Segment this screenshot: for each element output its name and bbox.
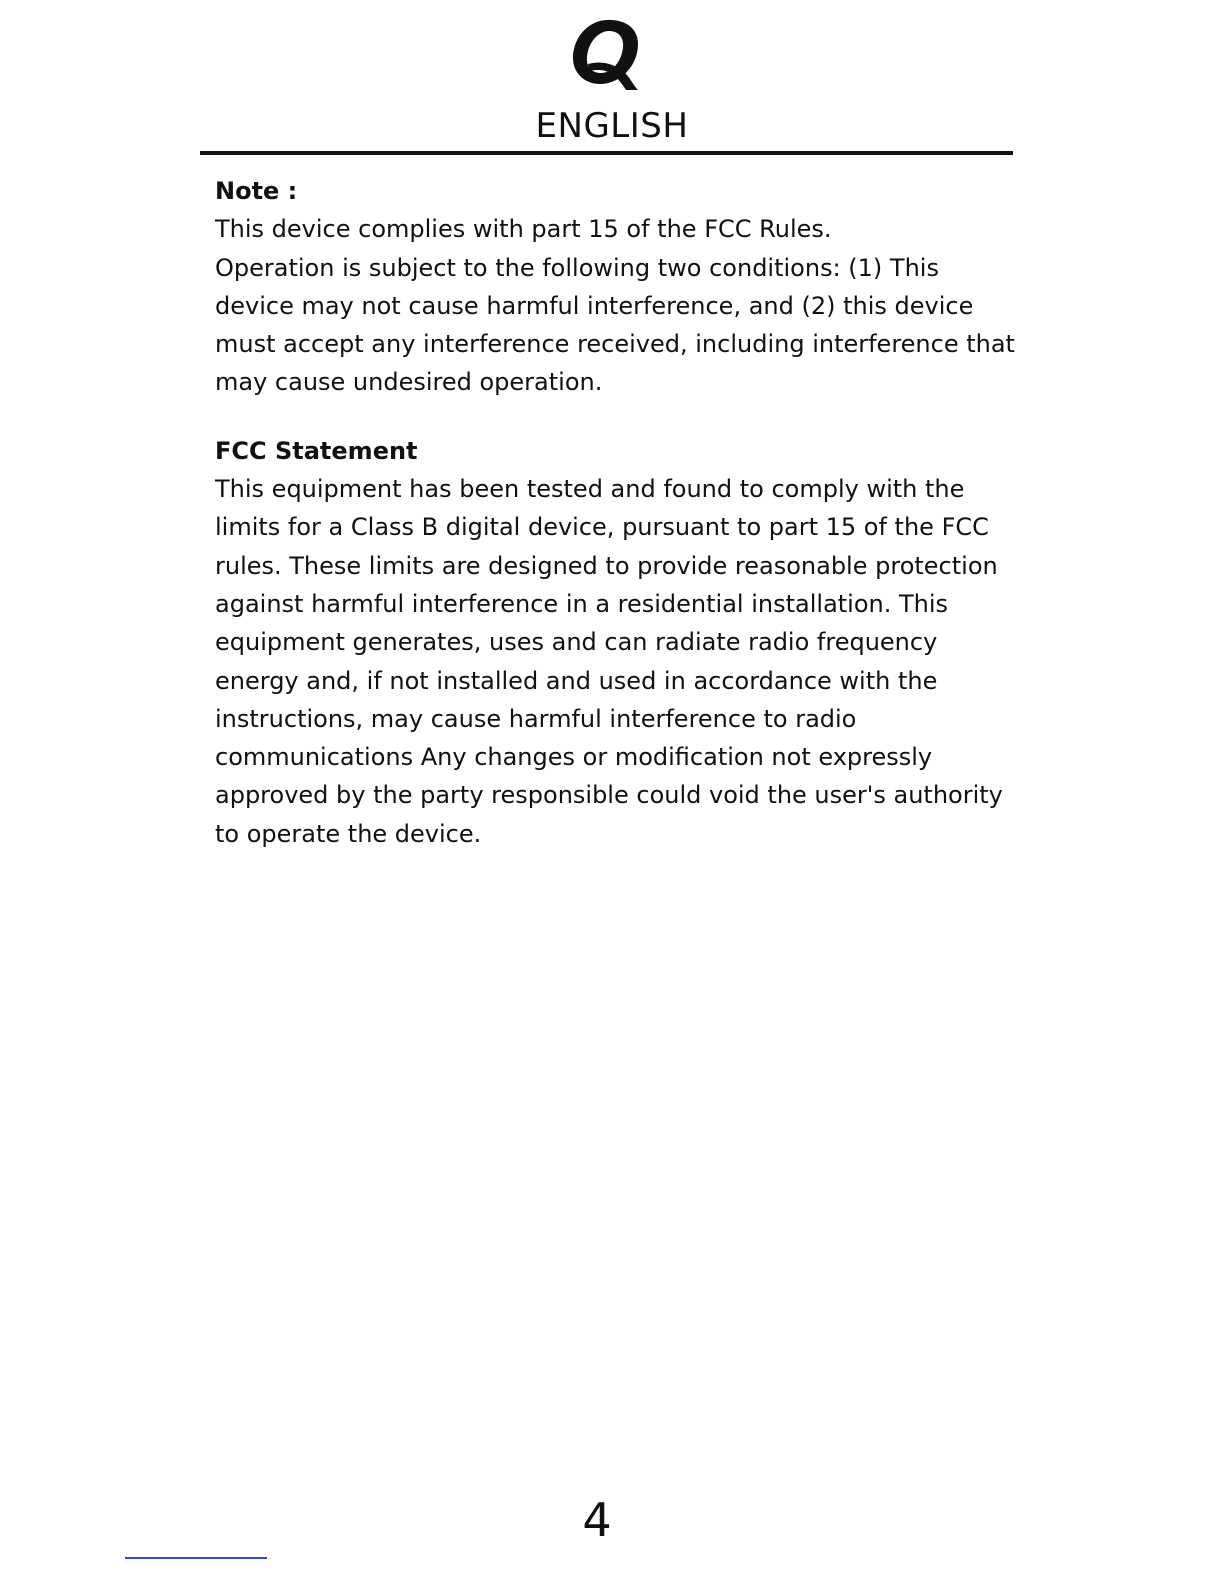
note-conditions-paragraph: Operation is subject to the following two conditions: (1) This device may not cause harmful interference, and (2) this device must accept any interference received, including interference that may cause undesired operation. <box>215 253 1015 397</box>
fcc-statement-heading: FCC Statement <box>215 436 418 465</box>
note-compliance-line: This device complies with part 15 of the FCC Rules. <box>215 215 832 244</box>
page-number: 4 <box>582 1493 612 1547</box>
note-heading: Note : <box>215 177 298 205</box>
header-divider <box>200 151 1013 155</box>
page-header-title: ENGLISH <box>535 106 689 146</box>
section-spacer <box>215 402 1025 432</box>
q-logo-icon <box>568 14 644 90</box>
document-body <box>215 172 1025 853</box>
footer-line <box>125 1557 267 1559</box>
fcc-statement-paragraph: This equipment has been tested and found to comply with the limits for a Class B digital device, pursuant to part 15 of the FCC rules. These limits are designed to provide reasonable protection against harmful interference in a residential installation. This equipment generates, uses and can radiate radio frequency energy and, if not installed and used in accordance with the instructions, may cause harmful interference to radio communications Any changes or modification not expressly approved by the party responsible could void the user's authority to operate the device. <box>215 475 1003 848</box>
